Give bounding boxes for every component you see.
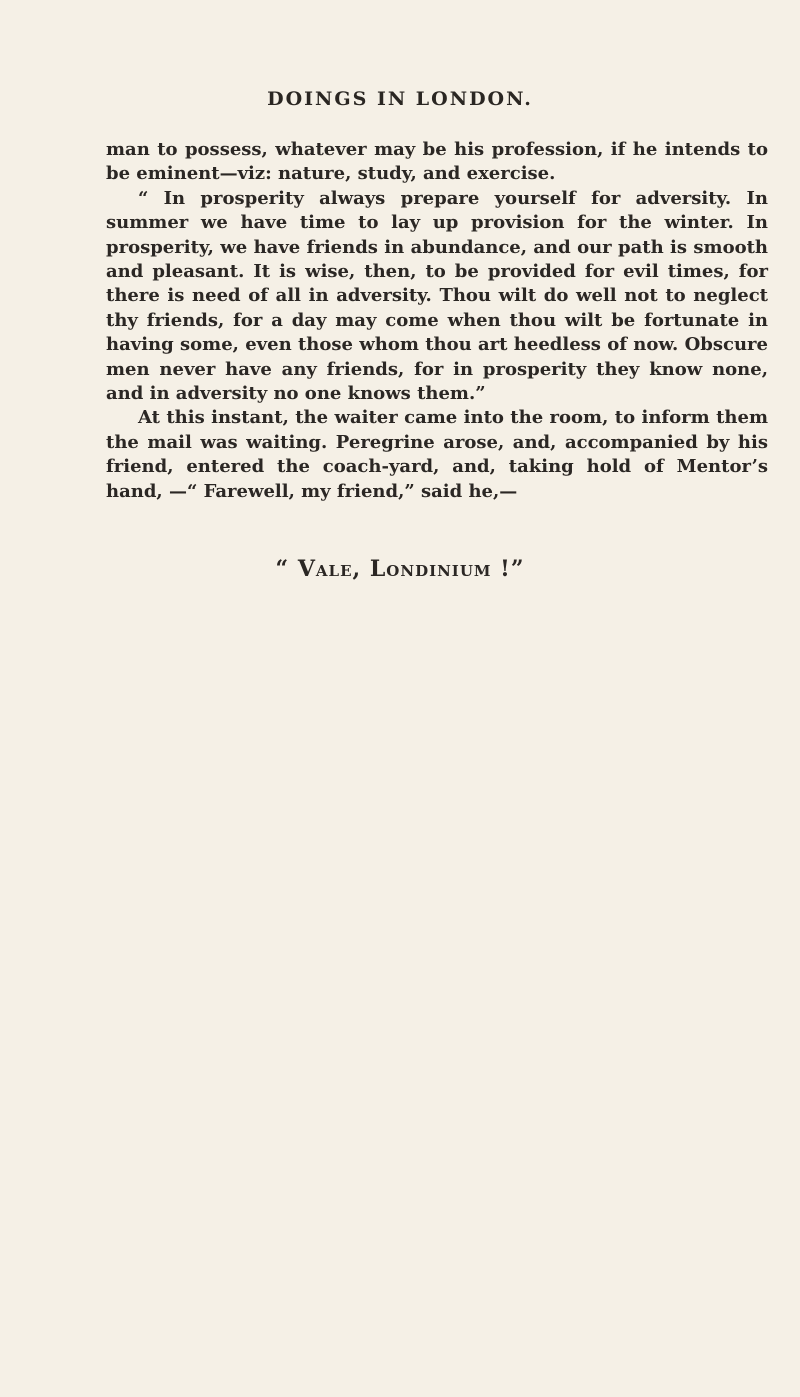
running-head: DOINGS IN LONDON. [267, 88, 533, 110]
body-text [106, 138, 768, 504]
paragraph-narrative: At this instant, the waiter came into the room, to inform them the mail was waiting. Peregrine arose, and, accompanied by his friend, entered the coach-yard, and, taking hold of Mentor’s hand, —“ Farewell, my friend,” said he,— [106, 407, 768, 502]
paragraph-quotation: “ In prosperity always prepare yourself for adversity. In summer we have time to lay up provision for the winter. In prosperity, we have friends in abundance, and our path is smooth and pleasant. It is wise, then, to be provided for evil times, for there is need of all in adversity. Thou wilt do well not to neglect thy friends, for a day may come when thou wilt be fortunate in having some, even those whom thou art heedless of now. Obscure men never have any friends, for in prosperity they know none, and in adversity no one knows them.” [106, 187, 768, 405]
paragraph-continuation: man to possess, whatever may be his profession, if he intends to be eminent—viz: nature, study, and exercise. [106, 139, 768, 185]
closing-line: “ Vale, Londinium !” [275, 556, 525, 582]
